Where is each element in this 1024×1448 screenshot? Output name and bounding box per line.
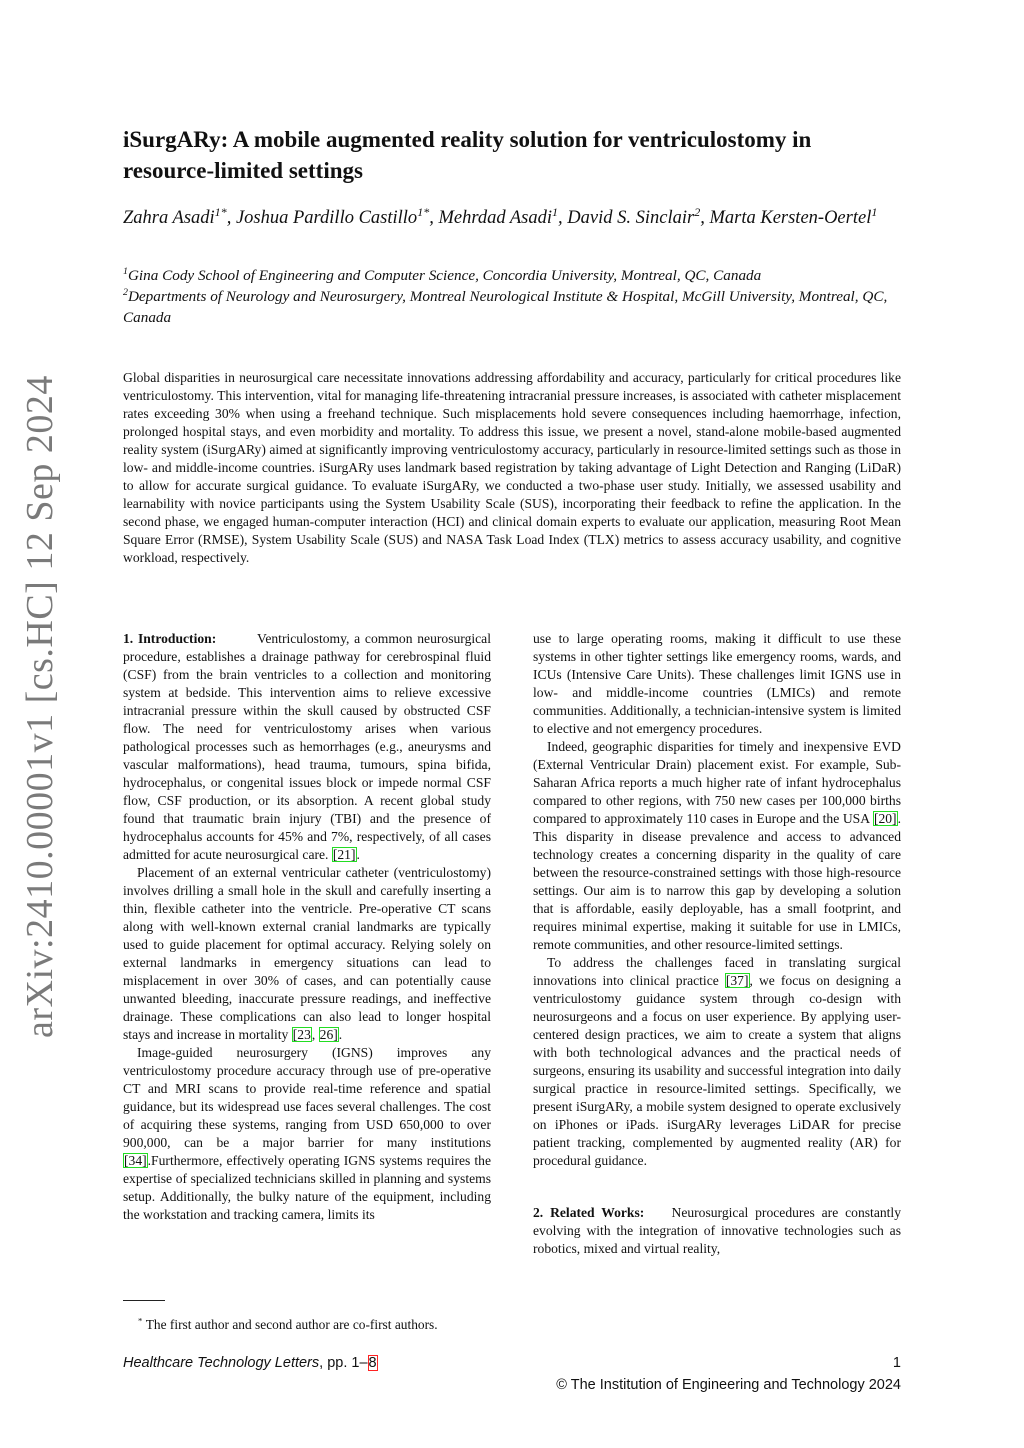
citation-link[interactable]: [20] [873, 811, 897, 826]
citation-link[interactable]: [21] [332, 847, 356, 862]
footnote: * The first author and second author are co-first authors. [138, 1315, 438, 1332]
footnote-rule [123, 1300, 165, 1301]
author-name: Zahra Asadi [123, 208, 215, 228]
author-affiliation-mark: 1 [871, 204, 878, 219]
author-list: Zahra Asadi$^{1*}$, Joshua Pardillo Castillo$^{1*}$, Mehrdad Asadi$^1$, David S. Sinclair$^2$, Marta Kersten-Oertel$^1$ [123, 204, 878, 228]
citation-link[interactable]: 26] [319, 1027, 338, 1042]
abstract: Global disparities in neurosurgical care necessitate innovations addressing affordability and accuracy, particularly for critical procedures like ventriculostomy. This intervention, vital for managing life-threatening intracranial pressure increases, is associated with catheter misplacement rates exceeding 30% when using a freehand technique. Such misplacements hold severe consequences including haemorrhage, infection, prolonged hospital stays, and even morbidity and mortality. To address this issue, we present a novel, stand-alone mobile-based augmented reality system (iSurgARy) aimed at significantly improving ventriculostomy accuracy, particularly in resource-limited settings such as those in low- and middle-income countries. iSurgARy uses landmark based registration by taking advantage of Light Detection and Ranging (LiDaR) to allow for accurate surgical guidance. To evaluate iSurgARy, we conducted a two-phase user study. Initially, we assessed usability and learnability with novice participants using the System Usability Scale (SUS), incorporating their feedback to refine the application. In the second phase, we engaged human-computer interaction (HCI) and clinical domain experts to evaluate our application, measuring Root Mean Square Error (RMSE), System Usability Scale (SUS) and NASA Task Load Index (TLX) metrics to assess accuracy usability, and cognitive workload, respectively. [123, 370, 901, 565]
section-heading-introduction: 1. Introduction: [123, 631, 217, 646]
author-affiliation-mark: 2 [694, 204, 701, 219]
copyright: © The Institution of Engineering and Technology 2024 [556, 1377, 901, 1393]
author-name: Joshua Pardillo Castillo [235, 208, 418, 228]
citation-link[interactable]: [37] [725, 973, 749, 988]
author-name: Mehrdad Asadi [438, 208, 553, 228]
author-affiliation-mark: 1* [417, 204, 430, 219]
section-heading-related-works: 2. Related Works: [533, 1205, 645, 1220]
intro-paragraph-5: Indeed, geographic disparities for timely and inexpensive EVD (External Ventricular Drain) placement exist. For example, Sub-Saharan Africa reports a much higher rate of infant hydrocephalus compared to other regions, with 750 new cases per 100,000 births compared to approximately 110 cases in Europe and the USA [20]. This disparity in disease prevalence and access to advanced technology creates a concerning disparity in the quality of care between the resource-constrained settings with those high-resource settings. Our aim is to narrow this gap by developing a solution that is affordable, easily deployable, has a small footprint, and requires minimal expertise, making it suitable for use in LMICs, remote communities, and other resource-limited settings. [533, 739, 901, 952]
affiliation-2: $^2$Departments of Neurology and Neurosurgery, Montreal Neurological Institute & Hospital, McGill University, Montreal, QC, Canada [123, 286, 888, 326]
paper-title: iSurgARy: A mobile augmented reality solution for ventriculostomy in resource-limited settings [123, 127, 812, 183]
page-number: 1 [892, 1355, 901, 1371]
right-column [533, 630, 901, 1258]
author-affiliation-mark: 1* [214, 204, 227, 219]
intro-paragraph-4: use to large operating rooms, making it difficult to use these systems in other tighter settings like emergency rooms, wards, and ICUs (Intensive Care Units). These challenges limit IGNS use in low- and middle-income countries (LMICs) and remote communities. Additionally, a technician-intensive system is limited to elective and not emergency procedures. [533, 631, 901, 736]
intro-paragraph-3: Image-guided neurosurgery (IGNS) improves any ventriculostomy procedure accuracy through use of pre-operative CT and MRI scans to provide real-time reference and spatial guidance, but its widespread use faces several challenges. The cost of acquiring these systems, ranging from USD 650,000 to over 900,000, can be a major barrier for many institutions [34].Furthermore, effectively operating IGNS systems requires the expertise of specialized technicians skilled in planning and systems setup. Additionally, the bulky nature of the equipment, including the workstation and tracking camera, limits its [123, 1045, 491, 1222]
affiliations [123, 265, 903, 328]
left-column [123, 630, 491, 1224]
citation-link[interactable]: [23 [292, 1027, 311, 1042]
journal-name: Healthcare Technology Letters [123, 1355, 320, 1371]
author-affiliation-mark: 1 [552, 204, 559, 219]
journal-citation: Healthcare Technology Letters, pp. 1–8 [123, 1355, 377, 1371]
last-page-link[interactable]: 8 [368, 1355, 377, 1371]
citation-link[interactable]: [34] [124, 1153, 147, 1168]
related-paragraph-1: 2. Related Works: Neurosurgical procedures are constantly evolving with the integration of innovative technologies such as robotics, mixed and virtual reality, [533, 1205, 901, 1256]
author-name: Marta Kersten-Oertel [709, 208, 872, 228]
intro-paragraph-6: To address the challenges faced in translating surgical innovations into clinical practice [37], we focus on designing a ventriculostomy guidance system through co-design with neurosurgeons and a focus on user experience. By applying user-centered design practices, we aim to create a system that aligns with both technological advances and the practical needs of surgeons, ensuring its usability and successful integration into daily surgical practice in resource-limited settings. Specifically, we present iSurgARy, a mobile system designed to operate exclusively on iPhones or iPads. iSurgARy leverages LiDAR for precise patient tracking, complemented by augmented reality (AR) for procedural guidance. [533, 955, 901, 1168]
intro-paragraph-2: Placement of an external ventricular catheter (ventriculostomy) involves drilling a small hole in the skull and carefully inserting a thin, flexible catheter into the ventricle. Pre-operative CT scans along with well-known external cranial landmarks are typically used to guide placement for optimal accuracy. Relying solely on external landmarks in emergency situations can lead to misplacement in over 30% of cases, and can potentially cause unwanted bleeding, inaccurate pressure readings, and ineffective drainage. These complications can also lead to longer hospital stays and increase in mortality [23, 26]. [123, 865, 491, 1042]
section-spacer [533, 1170, 901, 1204]
affiliation-1: $^1$Gina Cody School of Engineering and Computer Science, Concordia University, Montreal, QC, Canada [123, 265, 762, 284]
intro-paragraph-1: 1. Introduction: Ventriculostomy, a common neurosurgical procedure, establishes a drainage pathway for cerebrospinal fluid (CSF) from the brain ventricles to a collection and monitoring system at bedside. This intervention aims to relieve excessive intracranial pressure within the skull caused by obstructed CSF flow. The need for ventriculostomy arises when various pathological processes such as hemorrhages (e.g., aneurysms and vascular malformations), head trauma, tumours, spina bifida, hydrocephalus, or congenital issues block or impede normal CSF flow, CSF production, or its absorption. A recent global study found that traumatic brain injury (TBI) and the presence of hydrocephalus accounts for 45% and 7%, respectively, of all cases admitted for acute neurosurgical care. [21]. [123, 631, 491, 862]
arxiv-identifier: arXiv:2410.00001v1 [cs.HC] 12 Sep 2024 [19, 375, 61, 1038]
author-name: David S. Sinclair [567, 208, 695, 228]
